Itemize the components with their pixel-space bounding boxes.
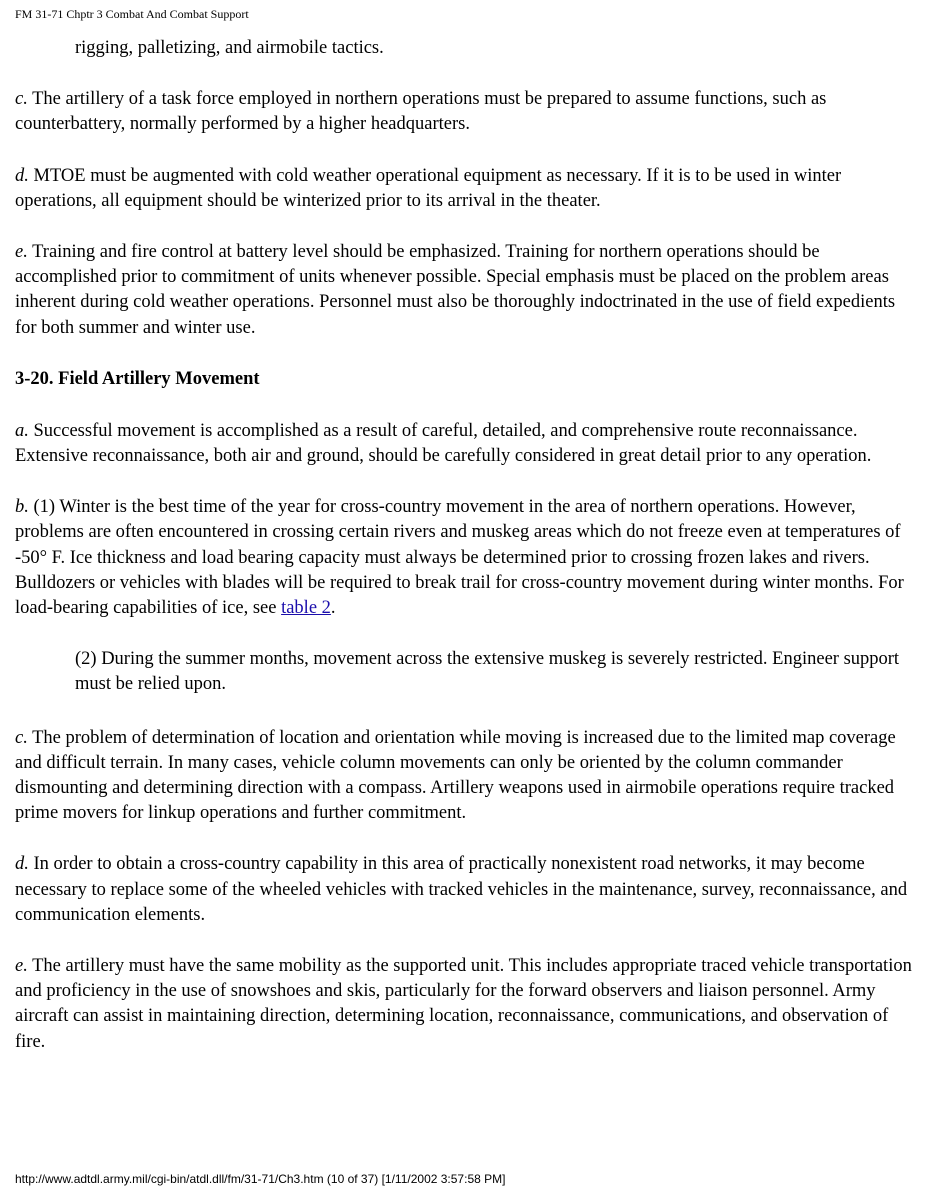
page-header-title: FM 31-71 Chptr 3 Combat And Combat Support (15, 7, 249, 21)
paragraph-end: . (330, 598, 336, 619)
paragraph-text: (1) Winter is the best time of the year for cross-country movement in the area of northern operations. However, problems are often encountered in crossing certain rivers and muskeg areas which do not freeze even at temperatures of -50° F. Ice thickness and load bearing capacity must always be determined prior to crossing frozen lakes and rivers. Bulldozers or vehicles with blades will be required to break trail for cross-country movement during winter months. For load-bearing capabilities of ice, see (15, 497, 904, 619)
table-2-link[interactable]: table 2 (281, 598, 331, 619)
section-paragraph-b (15, 495, 915, 621)
paragraph-label: d. (15, 165, 29, 186)
paragraph-e (15, 240, 915, 341)
paragraph-label: c. (15, 89, 28, 110)
paragraph-text: Training and fire control at battery level should be emphasized. Training for northern operations should be accomplished prior to commitment of units whenever possible. Special emphasis must be placed on the problem areas inherent during cold weather operations. Personnel must also be thoroughly indoctrinated in the use of field expedients for both summer and winter use. (15, 242, 896, 338)
paragraph-text: MTOE must be augmented with cold weather operational equipment as necessary. If it is to be used in winter operations, all equipment should be winterized prior to its arrival in the theater. (15, 165, 842, 211)
section-paragraph-b2: (2) During the summer months, movement across the extensive muskeg is severely restricted. Engineer support must be relied upon. (75, 649, 900, 695)
section-heading: 3-20. Field Artillery Movement (15, 368, 260, 389)
paragraph-c (15, 87, 915, 137)
paragraph-label: e. (15, 956, 28, 977)
paragraph-label: d. (15, 854, 29, 875)
paragraph-text: In order to obtain a cross-country capability in this area of practically nonexistent road networks, it may become necessary to replace some of the wheeled vehicles with tracked vehicles in the maintenance, survey, reconnaissance, and communication elements. (15, 854, 908, 925)
paragraph-label: a. (15, 420, 29, 441)
page-footer-url: http://www.adtdl.army.mil/cgi-bin/atdl.dll/fm/31-71/Ch3.htm (10 of 37) [1/11/2002 3:57:58 PM] (15, 1172, 506, 1186)
paragraph-text: The problem of determination of location and orientation while moving is increased due to the limited map coverage and difficult terrain. In many cases, vehicle column movements can only be oriented by the column commander dismounting and determining direction with a compass. Artillery weapons used in airmobile operations require tracked prime movers for linkup operations and further commitment. (15, 727, 896, 824)
paragraph-d (15, 164, 915, 214)
paragraph-label: e. (15, 242, 28, 263)
paragraph-text: Successful movement is accomplished as a result of careful, detailed, and comprehensive route reconnaissance. Extensive reconnaissance, both air and ground, should be carefully considered in great detail prior to any operation. (15, 420, 872, 467)
continuation-paragraph: rigging, palletizing, and airmobile tactics. (75, 38, 384, 58)
paragraph-text: The artillery of a task force employed in northern operations must be prepared to assume functions, such as counterbattery, normally performed by a higher headquarters. (15, 89, 827, 135)
section-paragraph-d (15, 852, 915, 928)
section-paragraph-c (15, 726, 915, 827)
paragraph-label: c. (15, 727, 28, 748)
section-paragraph-e (15, 954, 915, 1055)
paragraph-label: b. (15, 497, 29, 518)
document-body (15, 36, 915, 1081)
paragraph-text: The artillery must have the same mobility as the supported unit. This includes appropriate traced vehicle transportation and proficiency in the use of snowshoes and skis, particularly for the forward observers and liaison personnel. Army aircraft can assist in maintaining direction, determining location, reconnaissance, communications, and observation of fire. (15, 956, 912, 1052)
section-paragraph-a (15, 419, 915, 469)
